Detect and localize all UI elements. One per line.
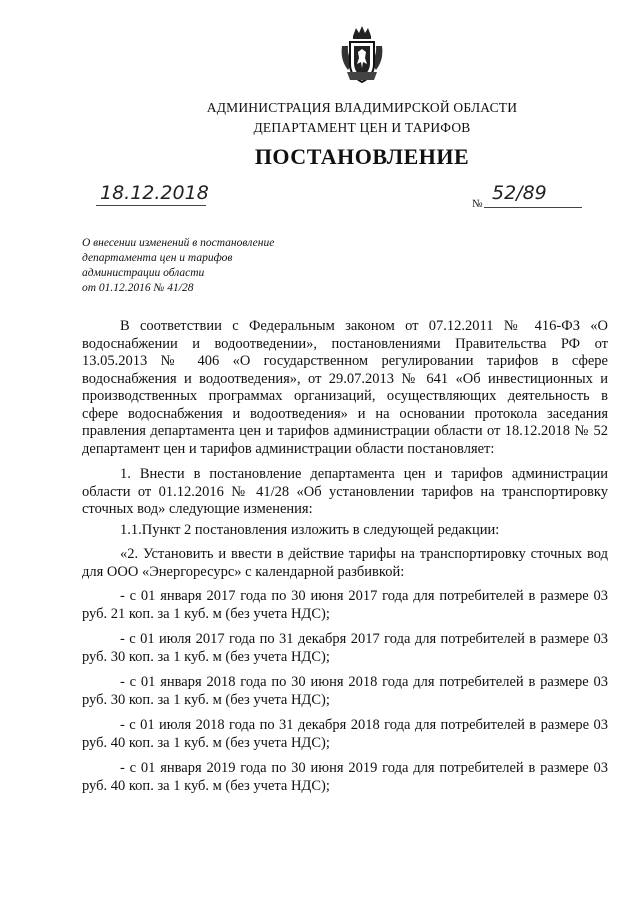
subject-line: от 01.12.2016 № 41/28: [82, 282, 194, 294]
subject-line: администрации области: [82, 267, 205, 279]
tariff-item: - с 01 июля 2018 года по 31 декабря 2018 года для потребителей в размере 03 руб. 40 коп. за 1 куб. м (без учета НДС);: [82, 717, 608, 751]
tariff-item: - с 01 января 2019 года по 30 июня 2019 года для потребителей в размере 03 руб. 40 коп. за 1 куб. м (без учета НДС);: [82, 760, 608, 794]
item-2-paragraph: «2. Установить и ввести в действие тарифы на транспортировку сточных вод для ООО «Энергоресурс» с календарной разбивкой:: [82, 546, 608, 580]
tariff-list: [82, 588, 608, 803]
tariff-item: - с 01 января 2018 года по 30 июня 2018 года для потребителей в размере 03 руб. 30 коп. за 1 куб. м (без учета НДС);: [82, 674, 608, 708]
document-subject: [82, 236, 274, 296]
preamble-paragraph: В соответствии с Федеральным законом от 07.12.2011 № 416-ФЗ «О водоснабжении и водоотведении», постановлениями Правительства РФ от 13.05.2013 № 406 «О государственном регулировании тарифов в сфере водоснабжения и водоотведения», от 29.07.2013 № 641 «Об инвестиционных и производственных программах организаций, осуществляющих деятельность в сфере водоснабжения и водоотведения» и на основании протокола заседания правления департамента цен и тарифов администрации области от 18.12.2018 № 52 департамент цен и тарифов администрации области постановляет:: [82, 318, 608, 457]
number-underline: [484, 207, 582, 208]
org-name-administration: АДМИНИСТРАЦИЯ ВЛАДИМИРСКОЙ ОБЛАСТИ: [206, 100, 518, 115]
coat-of-arms-icon: [339, 24, 385, 86]
item-1-1-paragraph: 1.1.Пункт 2 постановления изложить в следующей редакции:: [120, 522, 500, 538]
number-sign: №: [472, 198, 483, 210]
document-type-title: ПОСТАНОВЛЕНИЕ: [254, 144, 470, 169]
tariff-item: - с 01 июля 2017 года по 31 декабря 2017 года для потребителей в размере 03 руб. 30 коп. за 1 куб. м (без учета НДС);: [82, 631, 608, 665]
subject-line: О внесении изменений в постановление: [82, 237, 275, 249]
org-name-department: ДЕПАРТАМЕНТ ЦЕН И ТАРИФОВ: [253, 120, 471, 135]
document-number: 52/89: [492, 182, 547, 204]
item-1-paragraph: 1. Внести в постановление департамента цен и тарифов администрации области от 01.12.2016 № 41/28 «Об установлении тарифов на транспортировку сточных вод» следующие изменения:: [82, 466, 608, 517]
tariff-item: - с 01 января 2017 года по 30 июня 2017 года для потребителей в размере 03 руб. 21 коп. за 1 куб. м (без учета НДС);: [82, 588, 608, 622]
subject-line: департамента цен и тарифов: [82, 252, 233, 264]
document-date: 18.12.2018: [100, 182, 209, 204]
date-underline: [96, 205, 206, 206]
